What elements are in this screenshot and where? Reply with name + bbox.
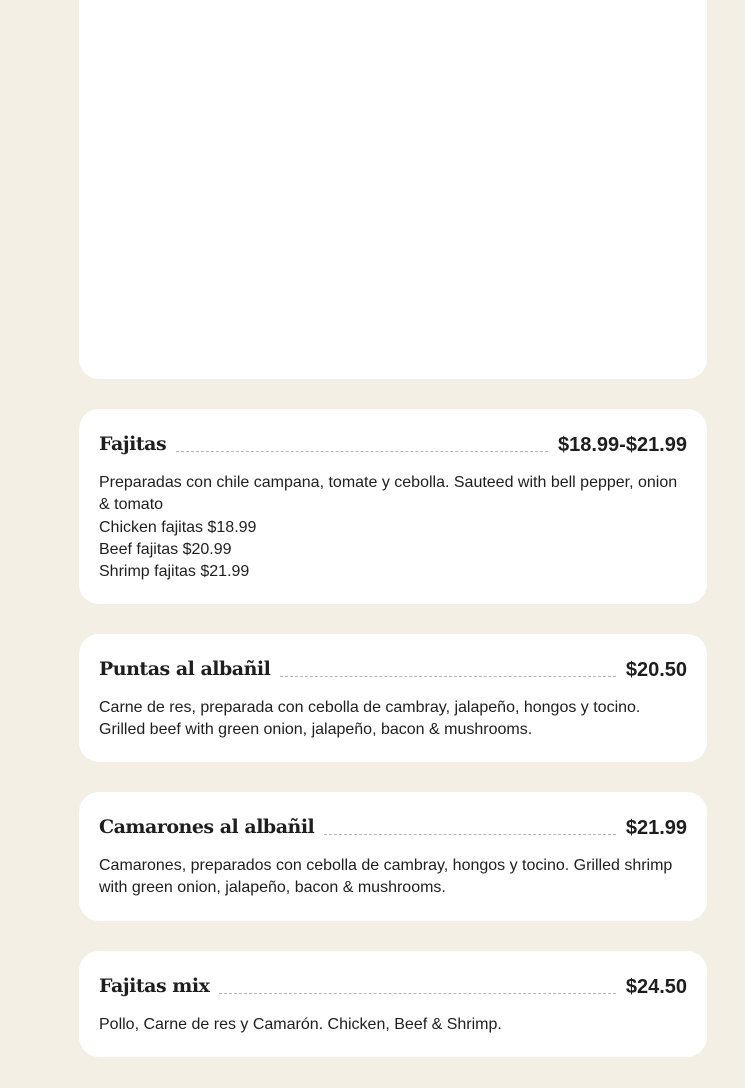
- description-line: Chicken fajitas $18.99: [99, 518, 257, 536]
- item-image-card: [79, 0, 707, 379]
- menu-item-description: [99, 697, 687, 742]
- menu-item-price: $21.99: [625, 817, 687, 839]
- description-line: Camarones, preparados con cebolla de cambray, hongos y tocino. Grilled shrimp with green onion, jalapeño, bacon & mushrooms.: [99, 857, 673, 897]
- menu-item-description: [99, 472, 687, 583]
- dotted-leader: [219, 993, 615, 994]
- menu-item-fajitas[interactable]: [79, 409, 707, 604]
- menu-item-header: [99, 971, 687, 1001]
- menu-item-fajitas-mix[interactable]: [79, 951, 707, 1057]
- menu-item-price: $24.50: [625, 976, 687, 998]
- menu-item-price: $20.50: [625, 659, 687, 681]
- dotted-leader: [324, 834, 616, 835]
- description-line: Shrimp fajitas $21.99: [99, 563, 250, 581]
- description-line: Carne de res, preparada con cebolla de cambray, jalapeño, hongos y tocino. Grilled beef with green onion, jalapeño, bacon & mushrooms.: [99, 699, 641, 739]
- menu-item-header: [99, 654, 687, 684]
- description-line: Preparadas con chile campana, tomate y cebolla. Sauteed with bell pepper, onion & tomato: [99, 474, 678, 514]
- menu-item-description: [99, 855, 687, 900]
- description-line: Beef fajitas $20.99: [99, 540, 232, 558]
- menu-item-description: [99, 1014, 687, 1036]
- menu-item-puntas-al-albanil[interactable]: [79, 634, 707, 762]
- menu-item-price: $18.99-$21.99: [557, 434, 687, 456]
- menu-item-camarones-al-albanil[interactable]: [79, 792, 707, 921]
- menu-item-name: Puntas al albañil: [99, 658, 271, 680]
- dotted-leader: [176, 451, 548, 452]
- menu-item-name: Fajitas mix: [99, 975, 210, 997]
- menu-item-name: Fajitas: [99, 433, 167, 455]
- description-line: Pollo, Carne de res y Camarón. Chicken, Beef & Shrimp.: [99, 1016, 502, 1033]
- menu-item-header: [99, 812, 687, 842]
- dotted-leader: [280, 676, 615, 677]
- menu-item-name: Camarones al albañil: [99, 816, 315, 838]
- menu-item-header: [99, 429, 687, 459]
